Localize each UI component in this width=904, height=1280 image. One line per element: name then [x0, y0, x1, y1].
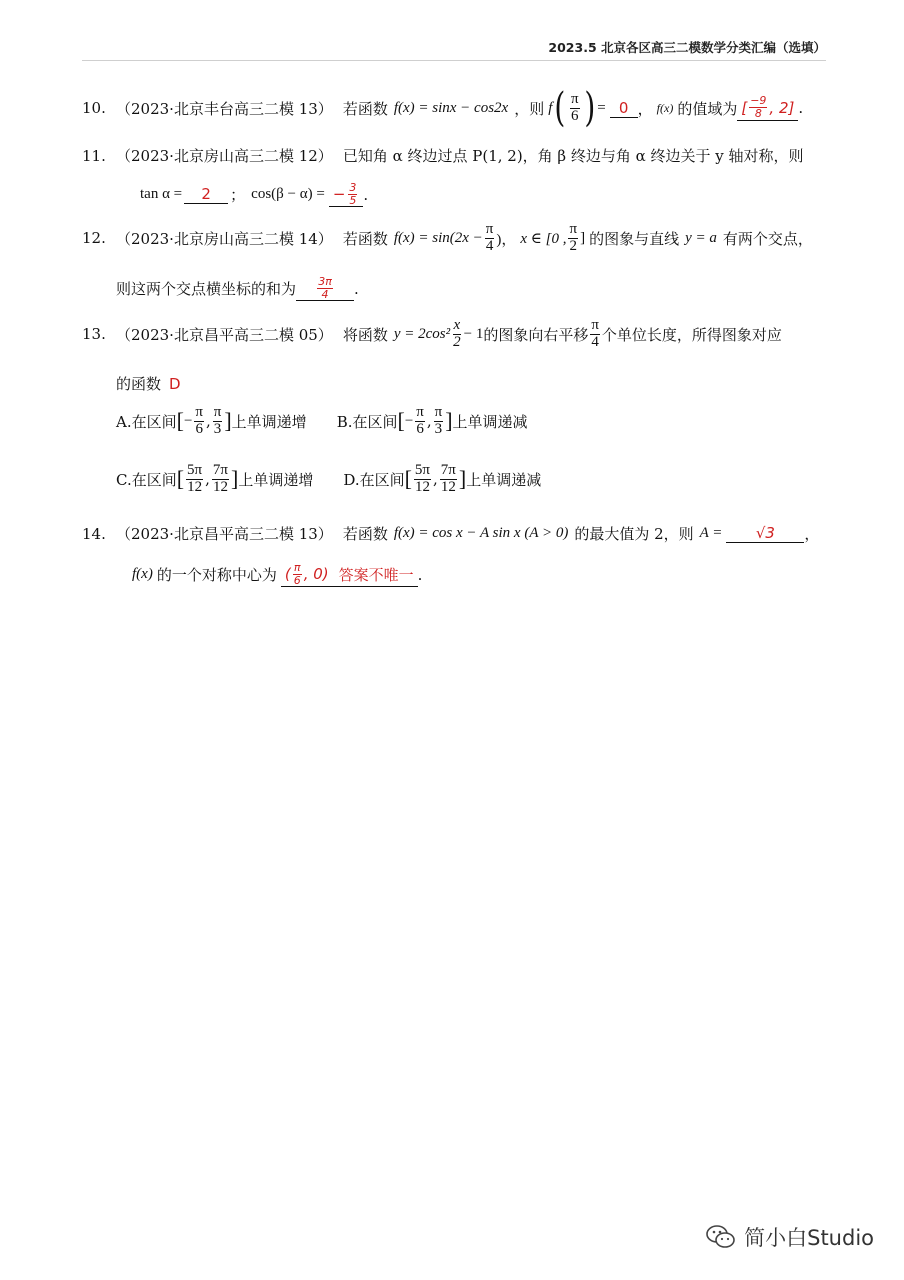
paren: )	[583, 85, 595, 131]
question-number: 11.	[82, 146, 106, 165]
math-expression: )，	[496, 231, 517, 248]
question-12-line2	[116, 276, 359, 301]
question-text: 若函数	[342, 229, 388, 248]
fraction: $\frac{\pi}{4}$	[485, 221, 494, 254]
punctuation: ，	[804, 525, 820, 543]
minus-sign: −	[332, 185, 346, 204]
question-text: 将函数	[342, 325, 388, 344]
math-expression: cos(β − α) =	[251, 186, 325, 203]
question-text: 的最大值为 2，则	[574, 525, 694, 543]
math-expression: − 1	[463, 325, 484, 342]
fraction: $\frac{\pi}{6}$	[571, 90, 579, 124]
option-b: B.在区间 [ − $\frac{\pi}{6}$ , $\frac{\pi}{3}$ ] 上单调递减	[336, 404, 528, 437]
question-text: 则这两个交点横坐标的和为	[116, 280, 297, 299]
math-expression: f(x)	[132, 566, 153, 583]
question-13-line2	[116, 373, 181, 394]
answer: 2	[201, 185, 211, 204]
question-12	[82, 222, 813, 255]
answer-blank	[610, 99, 638, 118]
fraction: $\frac{x}{2}$	[453, 317, 461, 350]
question-number: 13.	[82, 325, 106, 344]
question-13	[82, 318, 782, 351]
question-source: （2023·北京房山高三二模 14）	[116, 229, 333, 248]
question-number: 10.	[82, 99, 106, 117]
watermark-text: 简小白Studio	[744, 1226, 874, 1250]
fraction: $\frac{\pi}{4}$	[591, 317, 599, 350]
header-divider	[82, 60, 826, 61]
math-expression: =	[597, 99, 606, 116]
option-d: D.在区间 [ $\frac{5\pi}{12}$ , $\frac{7\pi}{12}$ ] 上单调递减	[343, 462, 542, 495]
math-expression: f(x) = sinx − cos2x	[393, 99, 509, 116]
question-source: （2023·北京房山高三二模 12）	[116, 147, 333, 165]
answer-blank	[296, 276, 354, 301]
question-10	[82, 85, 804, 131]
question-text: 若函数	[342, 525, 388, 543]
question-11-line2	[140, 182, 368, 207]
page-header: 2023.5 北京各区高三二模数学分类汇编（选填）	[548, 40, 826, 55]
math-expression: y = a	[685, 229, 717, 246]
wechat-icon	[706, 1224, 736, 1250]
math-expression: f	[548, 99, 553, 116]
question-text: 有两个交点，	[722, 229, 813, 248]
answer: √3	[755, 524, 775, 542]
question-text: 的函数	[116, 375, 162, 393]
math-expression: y = 2cos²	[393, 325, 451, 342]
answer-blank	[281, 562, 418, 587]
math-expression: f(x) = cos x − A sin x (A > 0)	[393, 525, 569, 541]
punctuation: .	[417, 565, 423, 584]
punctuation: .	[363, 185, 369, 204]
question-source: （2023·北京昌平高三二模 13）	[116, 525, 333, 543]
question-text: 个单位长度，所得图象对应	[601, 325, 782, 344]
question-text: 的值域为	[677, 99, 738, 118]
answer-fraction: $\frac{\pi}{6}$	[293, 561, 301, 587]
answer-fraction: $\frac{3}{5}$	[349, 181, 357, 207]
punctuation: ，	[637, 99, 653, 118]
answer: D	[169, 374, 181, 393]
question-14-line2	[132, 562, 422, 587]
answer-blank	[329, 182, 364, 207]
answer-note: 答案不唯一	[338, 565, 414, 584]
math-expression: tan α =	[140, 186, 183, 203]
answer-blank	[184, 185, 228, 204]
math-expression: A =	[699, 525, 723, 541]
answer: , 2]	[769, 98, 795, 117]
question-text: 已知角 α 终边过点 P(1, 2)，角 β 终边与角 α 终边关于 y 轴对称，则	[342, 147, 804, 165]
math-expression: ]	[580, 229, 586, 246]
question-number: 14.	[82, 524, 106, 543]
answer-fraction: $\frac{-9}{8}$	[750, 94, 767, 120]
answer-fraction: $\frac{3\pi}{4}$	[318, 275, 332, 301]
answer: 0	[618, 98, 629, 117]
option-c: C.在区间 [ $\frac{5\pi}{12}$ , $\frac{7\pi}{12}$ ] 上单调递增	[116, 462, 314, 495]
question-text: 的图象与直线	[589, 229, 680, 248]
option-a: A.在区间 [ − $\frac{\pi}{6}$ , $\frac{\pi}{3}$ ] 上单调递增	[116, 404, 307, 437]
watermark	[706, 1222, 874, 1252]
punctuation: .	[354, 279, 359, 298]
question-text: ，则	[514, 99, 545, 118]
options-row-ab	[116, 405, 558, 438]
question-text: 的一个对称中心为	[156, 566, 277, 585]
punctuation: ；	[230, 186, 246, 205]
question-11	[82, 145, 804, 166]
question-source: （2023·北京丰台高三二模 13）	[116, 99, 333, 118]
question-number: 12.	[82, 229, 106, 248]
question-text: 若函数	[342, 99, 388, 118]
answer: [	[741, 98, 748, 117]
answer: , 0)	[303, 565, 329, 584]
question-14	[82, 523, 819, 544]
answer-blank	[737, 95, 798, 120]
fraction: $\frac{\pi}{2}$	[569, 221, 578, 254]
question-text: 的图象向右平移	[483, 325, 589, 344]
answer-blank	[726, 524, 804, 543]
math-expression: f(x) = sin(2x −	[393, 229, 483, 246]
punctuation: .	[798, 99, 804, 117]
math-expression: f(x)	[656, 100, 674, 115]
options-row-cd	[116, 463, 571, 496]
math-expression: x ∈ [0 ,	[520, 230, 567, 247]
answer: (	[284, 565, 291, 584]
paren: (	[554, 85, 566, 131]
question-source: （2023·北京昌平高三二模 05）	[116, 325, 333, 344]
